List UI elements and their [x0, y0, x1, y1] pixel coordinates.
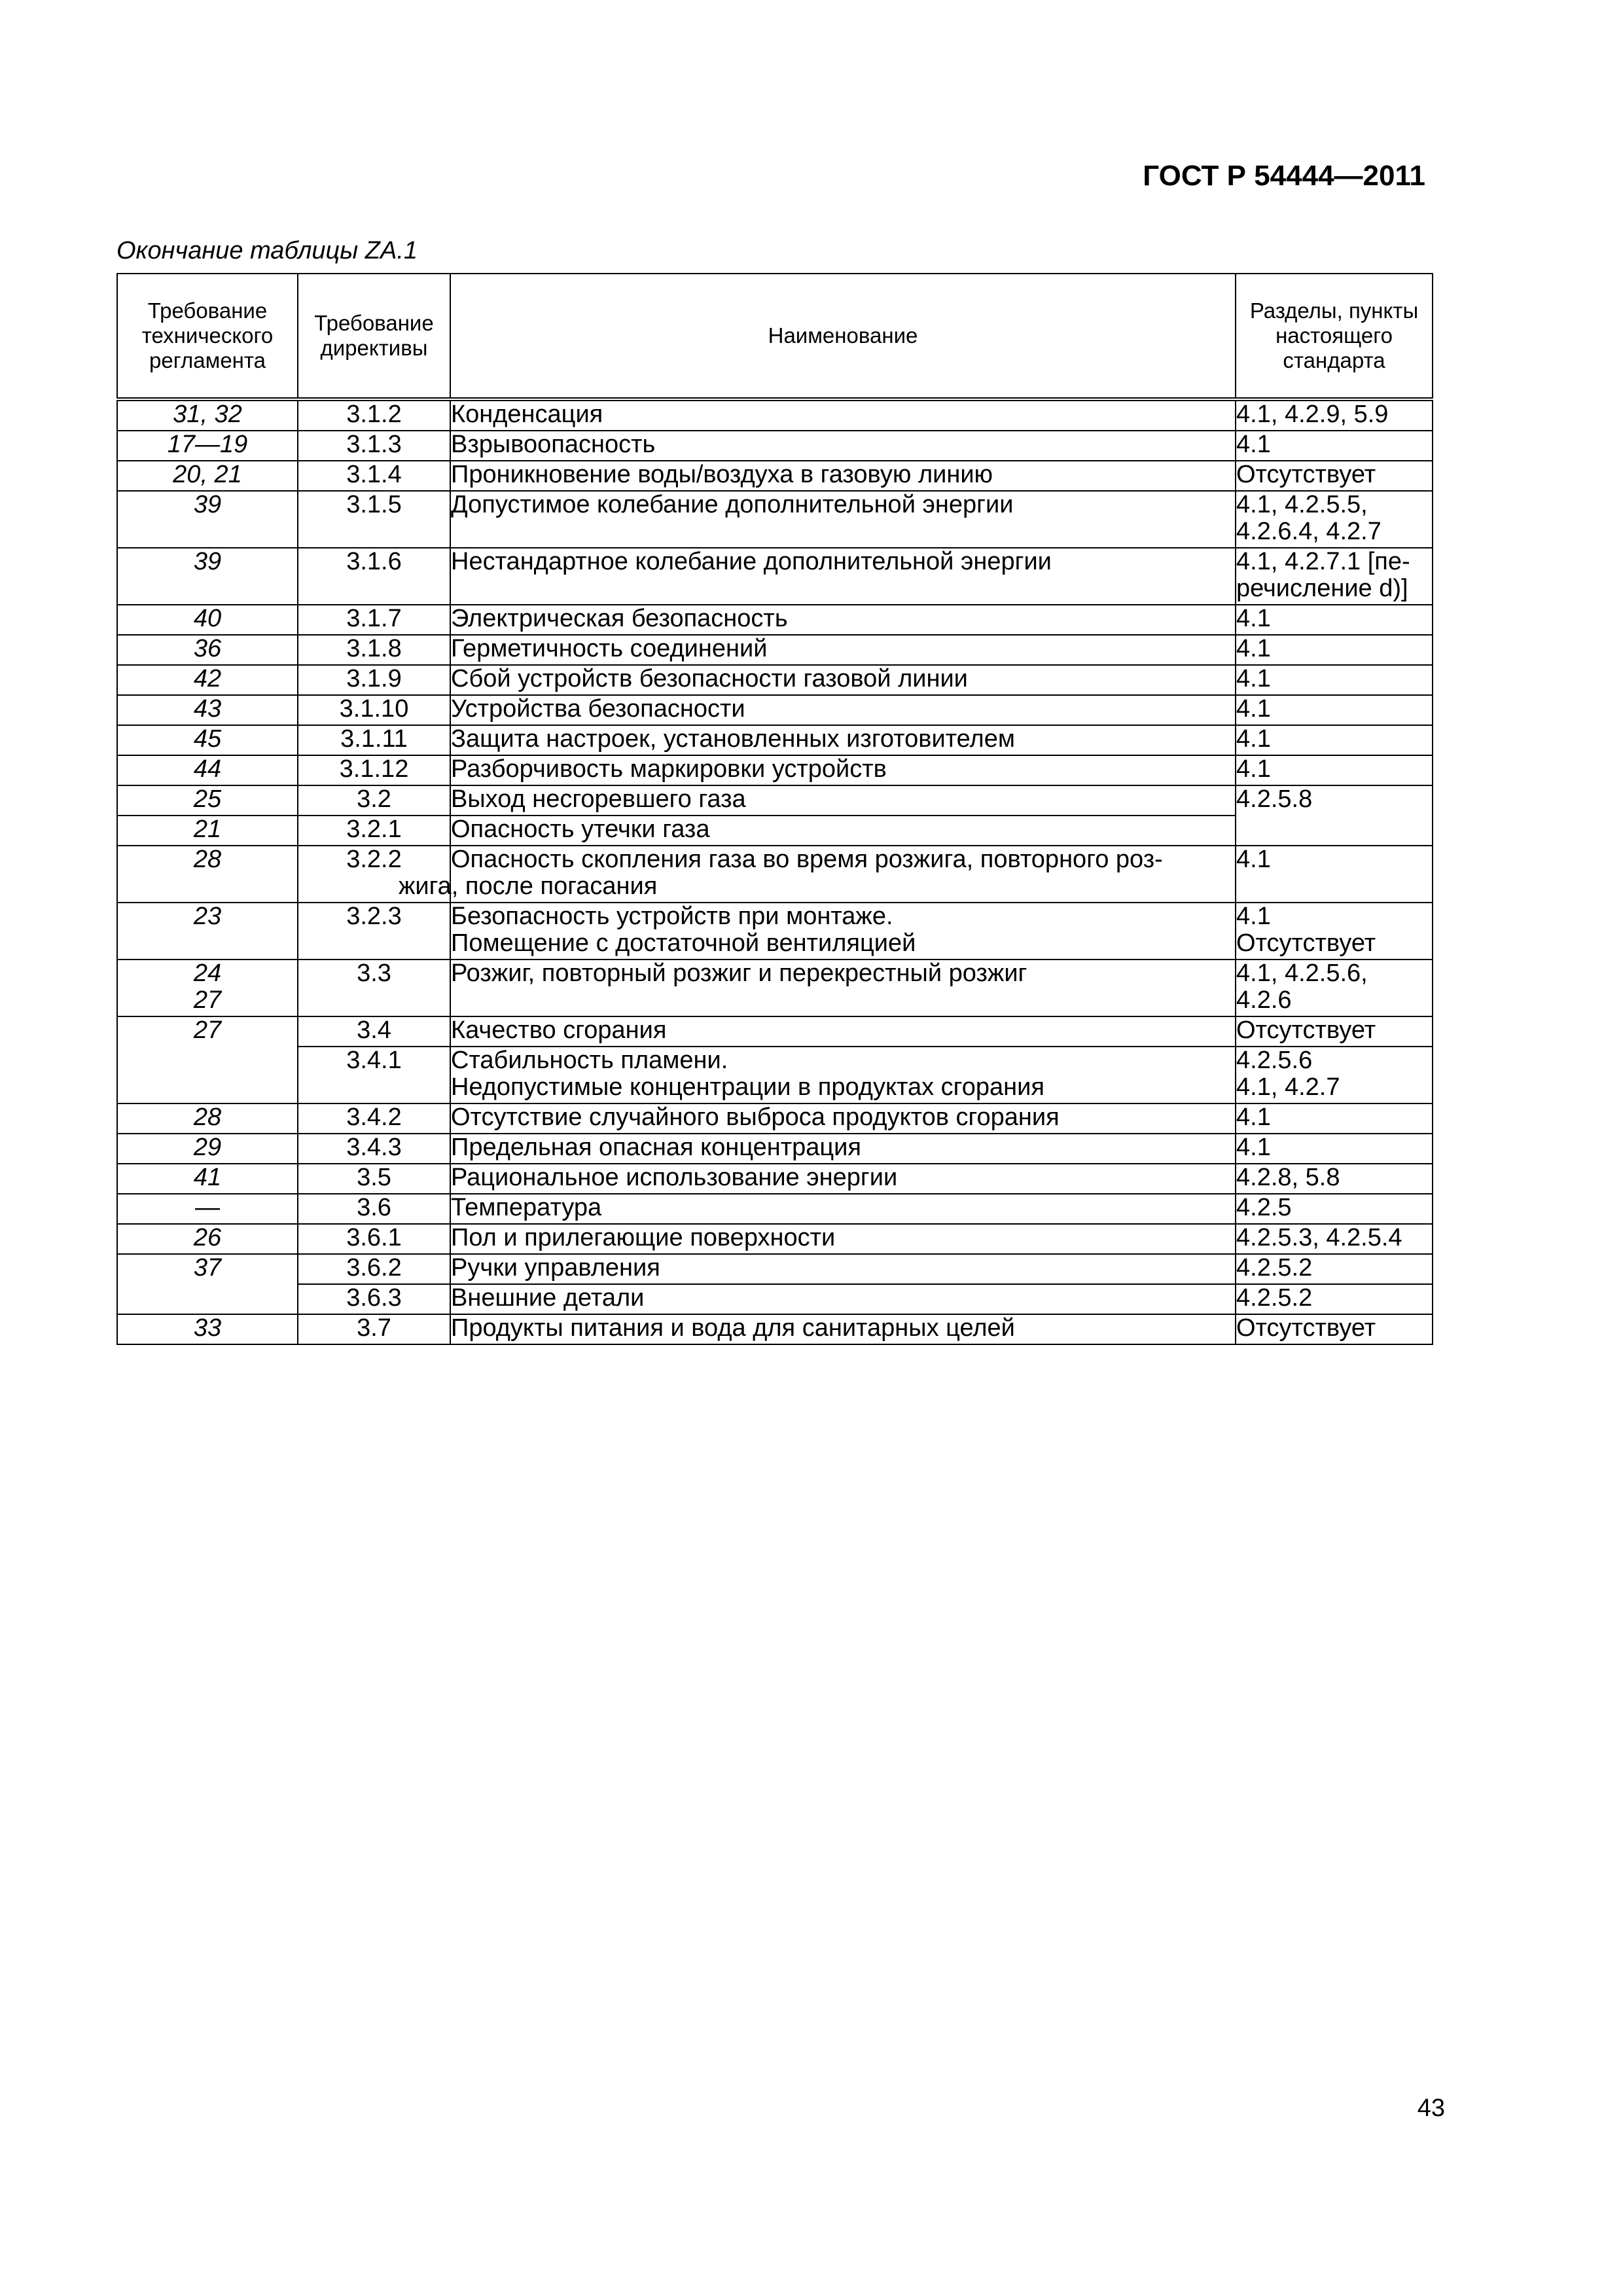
- sections-cell: 4.1, 4.2.9, 5.9: [1236, 399, 1433, 431]
- table-row: [117, 605, 1433, 635]
- name-cell: Ручки управления: [450, 1254, 1236, 1284]
- sections-cell: 4.1: [1236, 431, 1433, 461]
- regulation-cell: 39: [117, 491, 298, 548]
- directive-cell: 3.1.8: [298, 635, 450, 665]
- standards-correspondence-table: [116, 273, 1433, 1345]
- name-cell: Рациональное использование энергии: [450, 1164, 1236, 1194]
- sections-cell: 4.1: [1236, 1103, 1433, 1134]
- table-row: [117, 431, 1433, 461]
- regulation-cell: 27: [117, 1016, 298, 1103]
- directive-cell: 3.1.10: [298, 695, 450, 725]
- table-row: [117, 816, 1433, 846]
- name-cell: Электрическая безопасность: [450, 605, 1236, 635]
- directive-cell: 3.5: [298, 1164, 450, 1194]
- sections-cell: 4.1: [1236, 725, 1433, 755]
- regulation-cell: 36: [117, 635, 298, 665]
- table-row: [117, 785, 1433, 816]
- regulation-cell: 24 27: [117, 960, 298, 1016]
- directive-cell: 3.2: [298, 785, 450, 816]
- directive-cell: 3.4: [298, 1016, 450, 1047]
- sections-cell: 4.1: [1236, 1134, 1433, 1164]
- regulation-cell: 41: [117, 1164, 298, 1194]
- name-cell: Устройства безопасности: [450, 695, 1236, 725]
- name-cell: Безопасность устройств при монтаже. Помещение с достаточной вентиляцией: [450, 903, 1236, 960]
- table-row: [117, 1254, 1433, 1284]
- sections-cell: 4.1: [1236, 755, 1433, 785]
- directive-cell: 3.1.4: [298, 461, 450, 491]
- sections-cell: 4.1, 4.2.7.1 [пе- речисление d)]: [1236, 548, 1433, 605]
- directive-cell: 3.3: [298, 960, 450, 1016]
- regulation-cell: 26: [117, 1224, 298, 1254]
- directive-cell: 3.6: [298, 1194, 450, 1224]
- name-cell: Продукты питания и вода для санитарных целей: [450, 1314, 1236, 1344]
- header-name: Наименование: [450, 274, 1236, 399]
- table-row: [117, 491, 1433, 548]
- regulation-cell: 44: [117, 755, 298, 785]
- directive-cell: 3.4.2: [298, 1103, 450, 1134]
- directive-cell: 3.2.2: [298, 846, 450, 903]
- table-row: [117, 665, 1433, 695]
- document-standard-number: ГОСТ Р 54444—2011: [1143, 160, 1425, 192]
- header-directive-requirement: Требование директивы: [298, 274, 450, 399]
- directive-cell: 3.1.3: [298, 431, 450, 461]
- regulation-cell: 28: [117, 846, 298, 903]
- directive-cell: 3.2.3: [298, 903, 450, 960]
- table-row: [117, 960, 1433, 1016]
- name-cell: Стабильность пламени. Недопустимые концентрации в продуктах сгорания: [450, 1047, 1236, 1103]
- regulation-cell: 20, 21: [117, 461, 298, 491]
- name-cell: Предельная опасная концентрация: [450, 1134, 1236, 1164]
- regulation-cell: 39: [117, 548, 298, 605]
- table-row: [117, 725, 1433, 755]
- regulation-cell: 37: [117, 1254, 298, 1314]
- name-cell: Проникновение воды/воздуха в газовую линию: [450, 461, 1236, 491]
- table-row: [117, 1164, 1433, 1194]
- sections-cell: Отсутствует: [1236, 1314, 1433, 1344]
- directive-cell: 3.7: [298, 1314, 450, 1344]
- table-row: [117, 1284, 1433, 1314]
- name-cell: Нестандартное колебание дополнительной энергии: [450, 548, 1236, 605]
- name-cell: Внешние детали: [450, 1284, 1236, 1314]
- regulation-cell: 29: [117, 1134, 298, 1164]
- table-row: [117, 695, 1433, 725]
- table-caption: Окончание таблицы ZA.1: [116, 237, 418, 264]
- name-cell: Конденсация: [450, 399, 1236, 431]
- name-cell: Разборчивость маркировки устройств: [450, 755, 1236, 785]
- sections-cell: 4.2.5.2: [1236, 1284, 1433, 1314]
- directive-cell: 3.1.11: [298, 725, 450, 755]
- directive-cell: 3.1.9: [298, 665, 450, 695]
- regulation-cell: 40: [117, 605, 298, 635]
- table-row: [117, 399, 1433, 431]
- table-row: [117, 846, 1433, 903]
- directive-cell: 3.6.1: [298, 1224, 450, 1254]
- regulation-cell: 28: [117, 1103, 298, 1134]
- table-row: [117, 635, 1433, 665]
- sections-cell: Отсутствует: [1236, 461, 1433, 491]
- sections-cell: 4.1: [1236, 846, 1433, 903]
- header-technical-regulation: Требование технического регламента: [117, 274, 298, 399]
- name-cell: Опасность скопления газа во время розжига, повторного роз- жига, после погасания: [450, 846, 1236, 903]
- regulation-cell: 25: [117, 785, 298, 816]
- name-cell: Пол и прилегающие поверхности: [450, 1224, 1236, 1254]
- sections-cell: 4.1: [1236, 635, 1433, 665]
- table-row: [117, 1224, 1433, 1254]
- page-number: 43: [1417, 2094, 1445, 2122]
- regulation-cell: 31, 32: [117, 399, 298, 431]
- name-cell: Допустимое колебание дополнительной энергии: [450, 491, 1236, 548]
- name-cell: Отсутствие случайного выброса продуктов сгорания: [450, 1103, 1236, 1134]
- name-cell: Качество сгорания: [450, 1016, 1236, 1047]
- directive-cell: 3.1.6: [298, 548, 450, 605]
- regulation-cell: —: [117, 1194, 298, 1224]
- regulation-cell: 42: [117, 665, 298, 695]
- name-cell: Опасность утечки газа: [450, 816, 1236, 846]
- sections-cell: 4.1: [1236, 605, 1433, 635]
- sections-cell: 4.1: [1236, 695, 1433, 725]
- directive-cell: 3.1.5: [298, 491, 450, 548]
- directive-cell: 3.2.1: [298, 816, 450, 846]
- table-row: [117, 1314, 1433, 1344]
- directive-cell: 3.6.3: [298, 1284, 450, 1314]
- sections-cell: 4.2.5.8: [1236, 785, 1433, 846]
- directive-cell: 3.4.3: [298, 1134, 450, 1164]
- table-row: [117, 1134, 1433, 1164]
- name-cell: Взрывоопасность: [450, 431, 1236, 461]
- regulation-cell: 43: [117, 695, 298, 725]
- sections-cell: 4.2.5: [1236, 1194, 1433, 1224]
- table-row: [117, 755, 1433, 785]
- sections-cell: 4.2.5.3, 4.2.5.4: [1236, 1224, 1433, 1254]
- sections-cell: 4.2.5.2: [1236, 1254, 1433, 1284]
- sections-cell: 4.1, 4.2.5.6, 4.2.6: [1236, 960, 1433, 1016]
- directive-cell: 3.1.7: [298, 605, 450, 635]
- directive-cell: 3.1.2: [298, 399, 450, 431]
- directive-cell: 3.1.12: [298, 755, 450, 785]
- directive-cell: 3.4.1: [298, 1047, 450, 1103]
- table-row: [117, 548, 1433, 605]
- table-row: [117, 1047, 1433, 1103]
- name-cell: Температура: [450, 1194, 1236, 1224]
- sections-cell: 4.1 Отсутствует: [1236, 903, 1433, 960]
- sections-cell: 4.2.8, 5.8: [1236, 1164, 1433, 1194]
- header-standard-sections: Разделы, пункты настоящего стандарта: [1236, 274, 1433, 399]
- sections-cell: 4.2.5.6 4.1, 4.2.7: [1236, 1047, 1433, 1103]
- table-row: [117, 1103, 1433, 1134]
- sections-cell: 4.1, 4.2.5.5, 4.2.6.4, 4.2.7: [1236, 491, 1433, 548]
- name-cell: Розжиг, повторный розжиг и перекрестный розжиг: [450, 960, 1236, 1016]
- regulation-cell: 21: [117, 816, 298, 846]
- sections-cell: Отсутствует: [1236, 1016, 1433, 1047]
- table-row: [117, 461, 1433, 491]
- table-row: [117, 903, 1433, 960]
- name-cell: Герметичность соединений: [450, 635, 1236, 665]
- name-cell: Защита настроек, установленных изготовителем: [450, 725, 1236, 755]
- name-cell: Сбой устройств безопасности газовой линии: [450, 665, 1236, 695]
- table-row: [117, 1194, 1433, 1224]
- table-row: [117, 1016, 1433, 1047]
- regulation-cell: 45: [117, 725, 298, 755]
- regulation-cell: 23: [117, 903, 298, 960]
- regulation-cell: 33: [117, 1314, 298, 1344]
- name-cell: Выход несгоревшего газа: [450, 785, 1236, 816]
- directive-cell: 3.6.2: [298, 1254, 450, 1284]
- table-header-row: [117, 274, 1433, 399]
- regulation-cell: 17—19: [117, 431, 298, 461]
- sections-cell: 4.1: [1236, 665, 1433, 695]
